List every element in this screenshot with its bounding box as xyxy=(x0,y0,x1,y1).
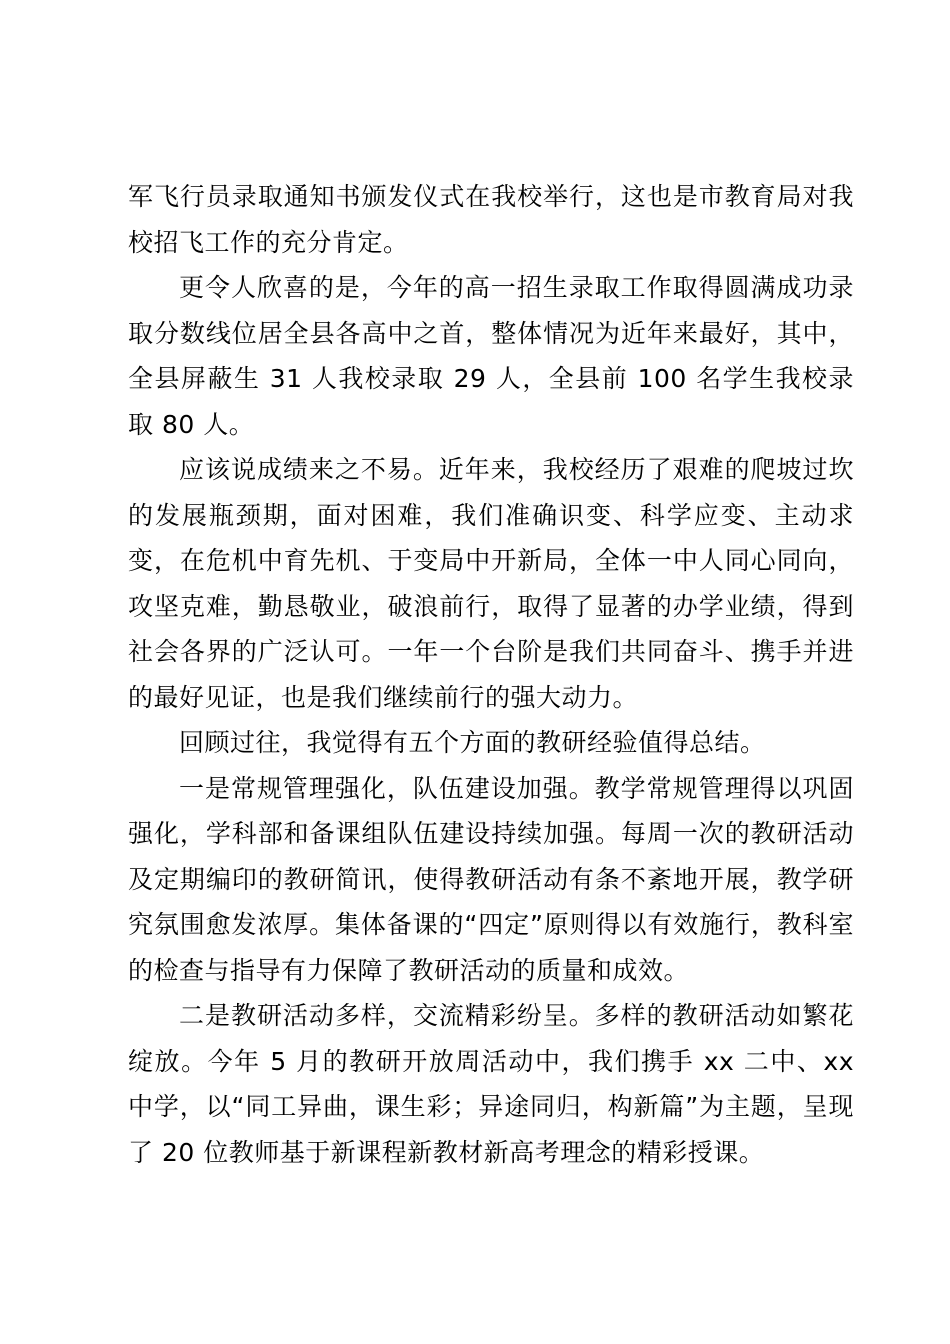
paragraph-2: 更令人欣喜的是，今年的高一招生录取工作取得圆满成功录取分数线位居全县各高中之首，整体情况为近年来最好，其中，全县屏蔽生 31 人我校录取 29 人，全县前 100 名学生我校录取 80 人。 xyxy=(128,273,854,439)
paragraph-1: 军飞行员录取通知书颁发仪式在我校举行，这也是市教育局对我校招飞工作的充分肯定。 xyxy=(128,182,854,257)
paragraph-5: 一是常规管理强化，队伍建设加强。教学常规管理得以巩固强化，学科部和备课组队伍建设持续加强。每周一次的教研活动及定期编印的教研简讯，使得教研活动有条不紊地开展，教学研究氛围愈发浓厚。集体备课的“四定”原则得以有效施行，教科室的检查与指导有力保障了教研活动的质量和成效。 xyxy=(128,773,854,985)
paragraph-4: 回顾过往，我觉得有五个方面的教研经验值得总结。 xyxy=(179,728,766,757)
document-body xyxy=(128,174,854,1175)
paragraph-6: 二是教研活动多样，交流精彩纷呈。多样的教研活动如繁花绽放。今年 5 月的教研开放周活动中，我们携手 xx 二中、xx 中学，以“同工异曲，课生彩；异途同归，构新篇”为主题，呈现了 20 位教师基于新课程新教材新高考理念的精彩授课。 xyxy=(128,1001,854,1167)
paragraph-3: 应该说成绩来之不易。近年来，我校经历了艰难的爬坡过坎的发展瓶颈期，面对困难，我们准确识变、科学应变、主动求变，在危机中育先机、于变局中开新局，全体一中人同心同向，攻坚克难，勤恳敬业，破浪前行，取得了显著的办学业绩，得到社会各界的广泛认可。一年一个台阶是我们共同奋斗、携手并进的最好见证，也是我们继续前行的强大动力。 xyxy=(128,455,854,712)
